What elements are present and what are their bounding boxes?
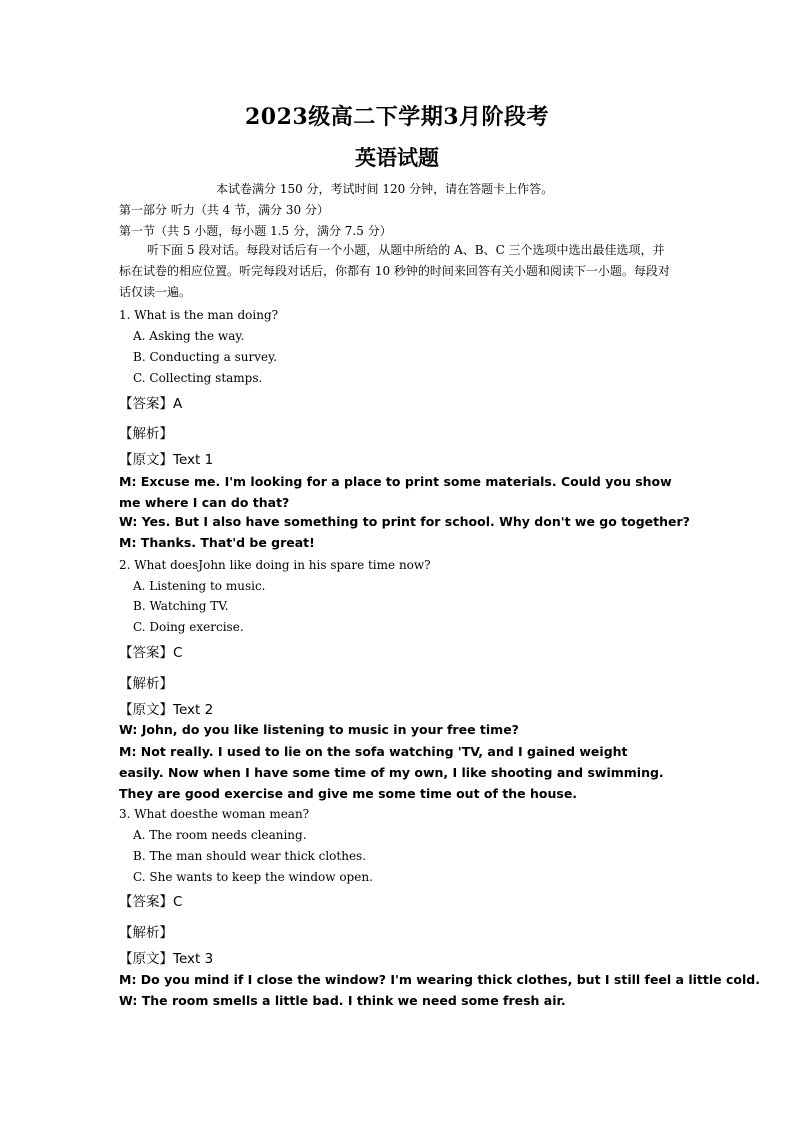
q2-analysis: 【解析】 bbox=[119, 676, 173, 692]
exam-intro: 本试卷满分 150 分，考试时间 120 分钟，请在答题卡上作答。 bbox=[216, 182, 554, 196]
q3-dialog-line-1: M: Do you mind if I close the window? I'm wearing thick clothes, but I still feel a little cold. bbox=[119, 972, 760, 987]
q3-answer: 【答案】C bbox=[119, 894, 183, 910]
q3-dialog-line-2: W: The room smells a little bad. I think we need some fresh air. bbox=[119, 993, 566, 1008]
q1-analysis: 【解析】 bbox=[119, 426, 173, 442]
q1-option-c: C. Collecting stamps. bbox=[133, 371, 263, 385]
section-heading: 第一节（共 5 小题，每小题 1.5 分，满分 7.5 分） bbox=[119, 224, 392, 238]
exam-subtitle: 英语试题 bbox=[355, 145, 439, 170]
question-3: 3. What doesthe woman mean? bbox=[119, 807, 310, 821]
q2-dialog-line-1: W: John, do you like listening to music in your free time? bbox=[119, 722, 519, 737]
part-heading: 第一部分 听力（共 4 节，满分 30 分） bbox=[119, 203, 329, 217]
q3-option-b: B. The man should wear thick clothes. bbox=[133, 849, 367, 863]
q3-option-c: C. She wants to keep the window open. bbox=[133, 870, 373, 884]
q1-option-a: A. Asking the way. bbox=[133, 329, 245, 343]
q1-dialog-line-1: M: Excuse me. I'm looking for a place to print some materials. Could you show me where I can do that? bbox=[119, 474, 672, 510]
q2-transcript-label: 【原文】Text 2 bbox=[119, 702, 214, 718]
q2-option-c: C. Doing exercise. bbox=[133, 620, 244, 634]
q1-transcript-label: 【原文】Text 1 bbox=[119, 452, 214, 468]
q3-transcript-label: 【原文】Text 3 bbox=[119, 951, 214, 967]
q1-answer: 【答案】A bbox=[119, 396, 183, 412]
q2-dialog-line-2: M: Not really. I used to lie on the sofa watching 'TV, and I gained weight easily. Now when I have some time of my own, I like shooting and swimming. They are good exercise and give me some time out of the house. bbox=[119, 744, 664, 801]
section-instructions: 听下面 5 段对话。每段对话后有一个小题，从题中所给的 A、B、C 三个选项中选出最佳选项，并标在试卷的相应位置。听完每段对话后，你都有 10 秒钟的时间来回答有关小题和阅读下一小题。每段对话仅读一遍。 bbox=[119, 243, 670, 299]
q1-dialog-line-3: M: Thanks. That'd be great! bbox=[119, 535, 315, 550]
exam-title: 2023级高二下学期3月阶段考 bbox=[244, 104, 550, 130]
q2-option-b: B. Watching TV. bbox=[133, 599, 229, 613]
q2-answer: 【答案】C bbox=[119, 645, 183, 661]
q3-option-a: A. The room needs cleaning. bbox=[133, 828, 307, 842]
question-1: 1. What is the man doing? bbox=[119, 308, 279, 322]
q2-option-a: A. Listening to music. bbox=[133, 579, 266, 593]
q1-option-b: B. Conducting a survey. bbox=[133, 350, 278, 364]
q3-analysis: 【解析】 bbox=[119, 925, 173, 941]
question-2: 2. What doesJohn like doing in his spare time now? bbox=[119, 558, 431, 572]
q1-dialog-line-2: W: Yes. But I also have something to print for school. Why don't we go together? bbox=[119, 514, 690, 529]
